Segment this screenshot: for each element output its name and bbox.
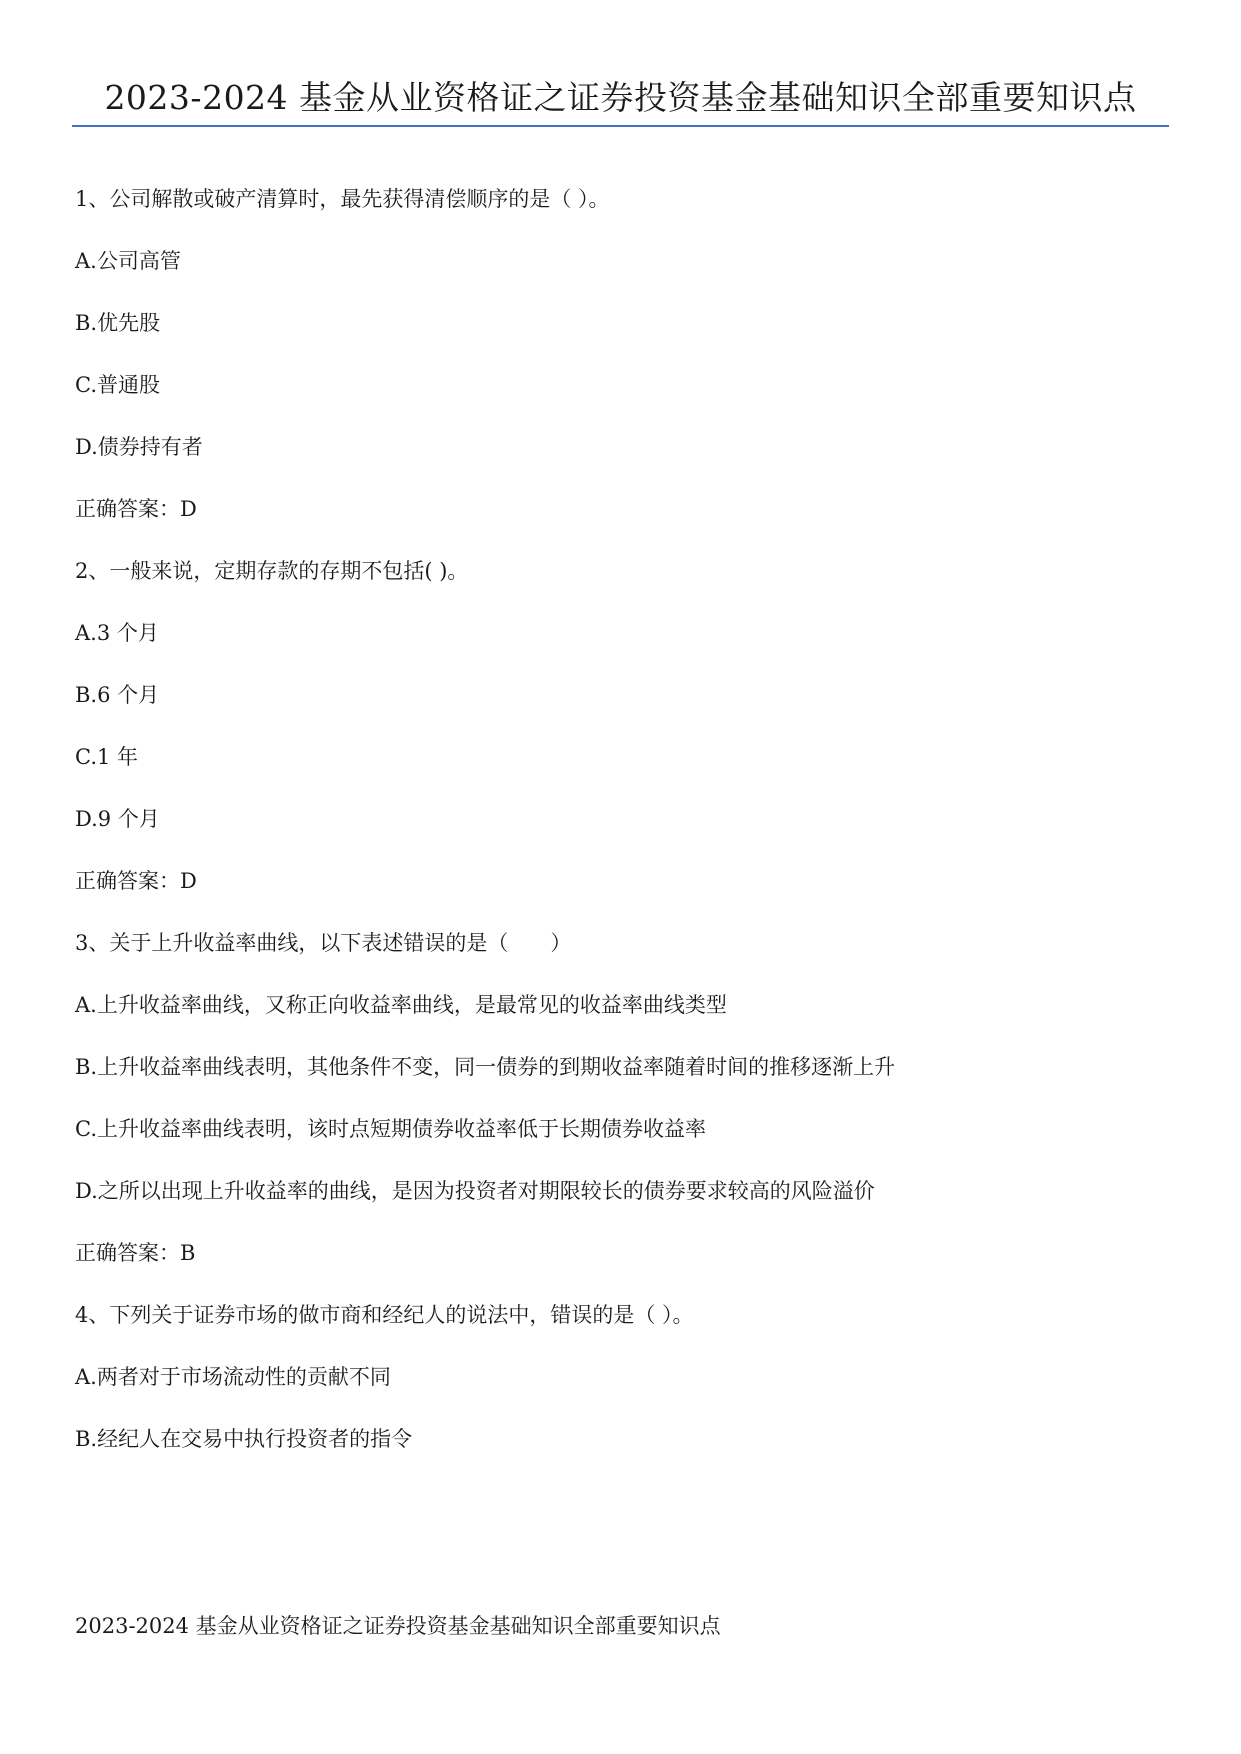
option-a: A.上升收益率曲线，又称正向收益率曲线，是最常见的收益率曲线类型 [75,993,727,1017]
title-divider [72,125,1169,127]
correct-answer: 正确答案：D [75,497,197,521]
option-c: C.1 年 [75,745,139,769]
option-a: A.3 个月 [75,621,159,645]
question-stem: 3、关于上升收益率曲线，以下表述错误的是（ ） [75,931,572,955]
option-b: B.经纪人在交易中执行投资者的指令 [75,1427,413,1451]
question-stem: 4、下列关于证券市场的做市商和经纪人的说法中，错误的是（ ）。 [75,1303,694,1327]
question-stem: 2、一般来说，定期存款的存期不包括( )。 [75,559,469,583]
question-1 [75,185,1175,524]
option-b: B.6 个月 [75,683,160,707]
option-b: B.上升收益率曲线表明，其他条件不变，同一债券的到期收益率随着时间的推移逐渐上升 [75,1055,896,1079]
question-stem: 1、公司解散或破产清算时，最先获得清偿顺序的是（ ）。 [75,187,610,211]
option-d: D.9 个月 [75,807,160,831]
question-3 [75,929,1175,1268]
option-a: A.公司高管 [75,249,181,273]
option-d: D.债券持有者 [75,435,203,459]
option-d: D.之所以出现上升收益率的曲线，是因为投资者对期限较长的债券要求较高的风险溢价 [75,1179,875,1203]
option-c: C.上升收益率曲线表明，该时点短期债券收益率低于长期债券收益率 [75,1117,706,1141]
question-4 [75,1301,1175,1454]
option-a: A.两者对于市场流动性的贡献不同 [75,1365,391,1389]
page-footer: 2023-2024 基金从业资格证之证券投资基金基础知识全部重要知识点 [75,1614,721,1638]
question-2 [75,557,1175,896]
correct-answer: 正确答案：D [75,869,197,893]
correct-answer: 正确答案：B [75,1241,196,1265]
option-c: C.普通股 [75,373,160,397]
document-title: 2023-2024 基金从业资格证之证券投资基金基础知识全部重要知识点 [104,78,1137,117]
option-b: B.优先股 [75,311,161,335]
question-list [75,185,1175,1487]
